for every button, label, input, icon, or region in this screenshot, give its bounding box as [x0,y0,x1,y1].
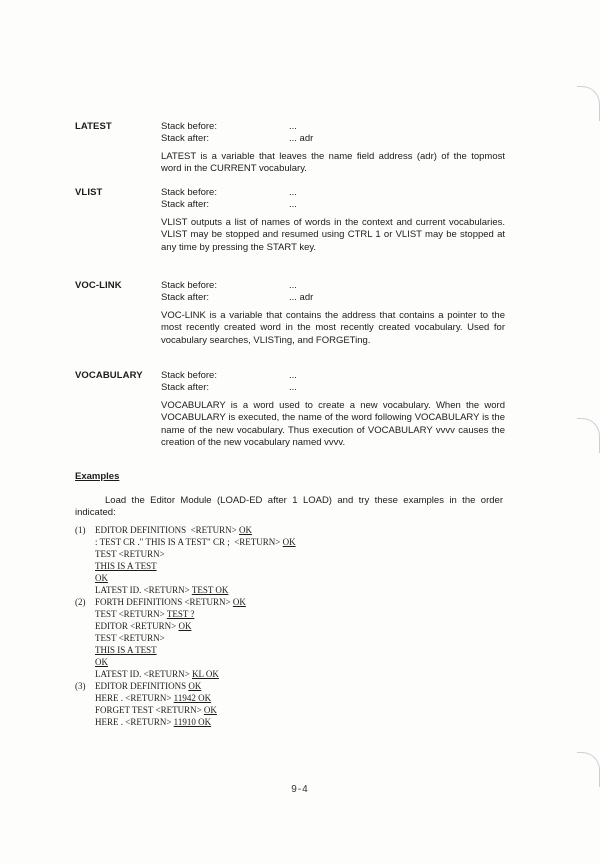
code-text [95,536,296,548]
stack-after-label: Stack after: [161,199,210,210]
stack-after-label: Stack after: [161,382,210,393]
code-input: FORGET TEST <RETURN> [95,705,204,715]
code-response: TEST ? [166,609,195,619]
examples-intro-text: Load the Editor Module (LOAD-ED after 1 LOAD) and try these examples in the order indicated: [75,495,503,519]
stack-after-value: ... adr [289,133,314,144]
code-response: OK [95,657,108,667]
example-number: (2) [75,597,86,607]
code-text [95,608,194,620]
code-text [95,548,165,560]
code-response: OK [282,537,296,547]
code-text [95,680,201,692]
code-text [95,656,108,668]
code-text [95,584,228,596]
code-response: TEST OK [191,585,229,595]
code-text [95,632,165,644]
code-text [95,668,219,680]
code-input: LATEST ID. <RETURN> [95,669,192,679]
code-response: OK [232,597,246,607]
stack-after-label: Stack after: [161,133,210,144]
code-response: OK [188,681,202,691]
stack-effect [161,370,361,394]
code-input: HERE . <RETURN> [95,717,174,727]
code-response: THIS IS A TEST [95,561,157,571]
code-text [95,716,211,728]
page-number: 9-4 [291,784,309,795]
entry-term: LATEST [75,121,112,132]
code-response: 11942 OK [173,693,212,703]
entry-description: LATEST is a variable that leaves the name field address (adr) of the topmost word in the CURRENT vocabulary. [161,151,505,175]
code-text [95,572,108,584]
code-text [95,692,211,704]
example-number: (3) [75,681,86,691]
code-input: EDITOR DEFINITIONS [95,681,189,691]
stack-effect [161,280,361,304]
code-input: EDITOR <RETURN> [95,621,179,631]
scan-edge-mark [577,752,600,787]
entry-term: VOCABULARY [75,370,143,381]
stack-before-value: ... [289,280,297,291]
stack-effect [161,187,361,211]
stack-before-label: Stack before: [161,121,217,132]
stack-after-value: ... adr [289,292,314,303]
entry-description: VOC-LINK is a variable that contains the address that contains a pointer to the most recently created word in the most recently created vocabulary. Used for vocabulary searches, VLISTing, and FORGETing. [161,310,505,346]
stack-before-value: ... [289,121,297,132]
stack-after-label: Stack after: [161,292,210,303]
code-response: OK [203,705,217,715]
code-input: EDITOR DEFINITIONS <RETURN> [95,525,239,535]
code-response: OK [178,621,192,631]
stack-before-label: Stack before: [161,370,217,381]
code-text [95,596,246,608]
code-response: OK [95,573,108,583]
stack-before-value: ... [289,370,297,381]
stack-effect [161,121,361,145]
scan-edge-mark [577,86,600,121]
code-response: KL OK [191,669,219,679]
stack-before-label: Stack before: [161,280,217,291]
entry-description: VLIST outputs a list of names of words in the context and current vocabularies. VLIST may be stopped and resumed using CTRL 1 or VLIST may be stopped at any time by pressing the START key. [161,217,505,253]
code-response: THIS IS A TEST [95,645,157,655]
code-input: LATEST ID. <RETURN> [95,585,192,595]
code-text [95,524,252,536]
stack-after-value: ... [289,382,297,393]
stack-before-value: ... [289,187,297,198]
code-input: TEST <RETURN> [95,549,165,559]
entry-description: VOCABULARY is a word used to create a new vocabulary. When the word VOCABULARY is executed, the name of the word following VOCABULARY is the name of the new vocabulary. Thus execution of VOCABULARY vvvv causes the creation of the new vocabulary named vvvv. [161,400,505,449]
code-text [95,620,191,632]
examples-intro [75,495,503,520]
code-text [95,644,157,656]
code-text [95,704,217,716]
code-input: TEST <RETURN> [95,633,165,643]
code-input: TEST <RETURN> [95,609,167,619]
entry-term: VLIST [75,187,103,198]
stack-after-value: ... [289,199,297,210]
example-number: (1) [75,525,86,535]
stack-before-label: Stack before: [161,187,217,198]
code-input: FORTH DEFINITIONS <RETURN> [95,597,233,607]
examples-heading: Examples [75,471,120,482]
code-response: 11910 OK [173,717,212,727]
code-input: HERE . <RETURN> [95,693,174,703]
entry-term: VOC-LINK [75,280,122,291]
scan-edge-mark [577,418,600,453]
code-response: OK [238,525,252,535]
code-text [95,560,157,572]
code-input: : TEST CR ." THIS IS A TEST" CR ; <RETURN> [95,537,283,547]
